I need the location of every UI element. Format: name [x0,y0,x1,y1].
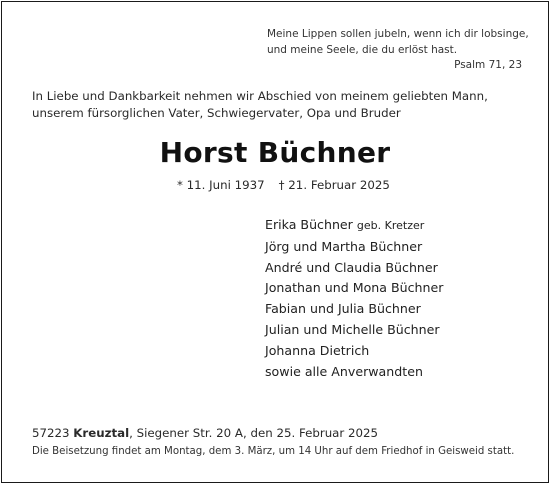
mourner-name: Jörg und Martha Büchner [265,238,423,254]
mourner-item [265,237,443,258]
mourner-name: André und Claudia Büchner [265,259,438,275]
mourners-list [265,215,443,382]
mourner-name: Julian und Michelle Büchner [265,321,440,337]
address-and-date: , Siegener Str. 20 A, den 25. Februar 2025 [129,426,379,440]
obituary-notice [1,1,549,483]
mourner-item [265,341,443,362]
city: Kreuztal [73,426,130,440]
psalm-line: Meine Lippen sollen jubeln, wenn ich dir lobsinge, [267,28,529,40]
intro-text [32,88,488,122]
mourner-item [265,258,443,279]
mourner-item [265,362,443,383]
psalm-line: und meine Seele, die du erlöst hast. [267,44,458,56]
mourner-name: Johanna Dietrich [265,342,370,358]
mourner-name: Erika Büchner [265,217,353,232]
mourner-name: sowie alle Anverwandten [265,363,423,379]
mourner-item [265,215,443,237]
birth-date: * 11. Juni 1937 [177,178,265,192]
place-and-date [32,426,378,440]
postcode: 57223 [32,426,70,440]
intro-line: In Liebe und Dankbarkeit nehmen wir Abschied von meinem geliebten Mann, [32,89,488,103]
intro-line: unserem fürsorglichen Vater, Schwiegervater, Opa und Bruder [32,106,401,120]
mourner-item [265,299,443,320]
psalm-quote [267,26,529,58]
funeral-info: Die Beisetzung findet am Montag, dem 3. März, um 14 Uhr auf dem Friedhof in Geisweid statt. [32,446,515,457]
death-date: † 21. Februar 2025 [278,178,390,192]
mourner-item [265,320,443,341]
mourner-note: geb. Kretzer [356,219,425,232]
deceased-name: Horst Büchner [159,136,391,169]
mourner-name: Jonathan und Mona Büchner [265,280,444,296]
mourner-name: Fabian und Julia Büchner [265,301,421,317]
mourner-item [265,278,443,299]
life-dates [177,178,390,192]
psalm-reference: Psalm 71, 23 [454,59,522,71]
